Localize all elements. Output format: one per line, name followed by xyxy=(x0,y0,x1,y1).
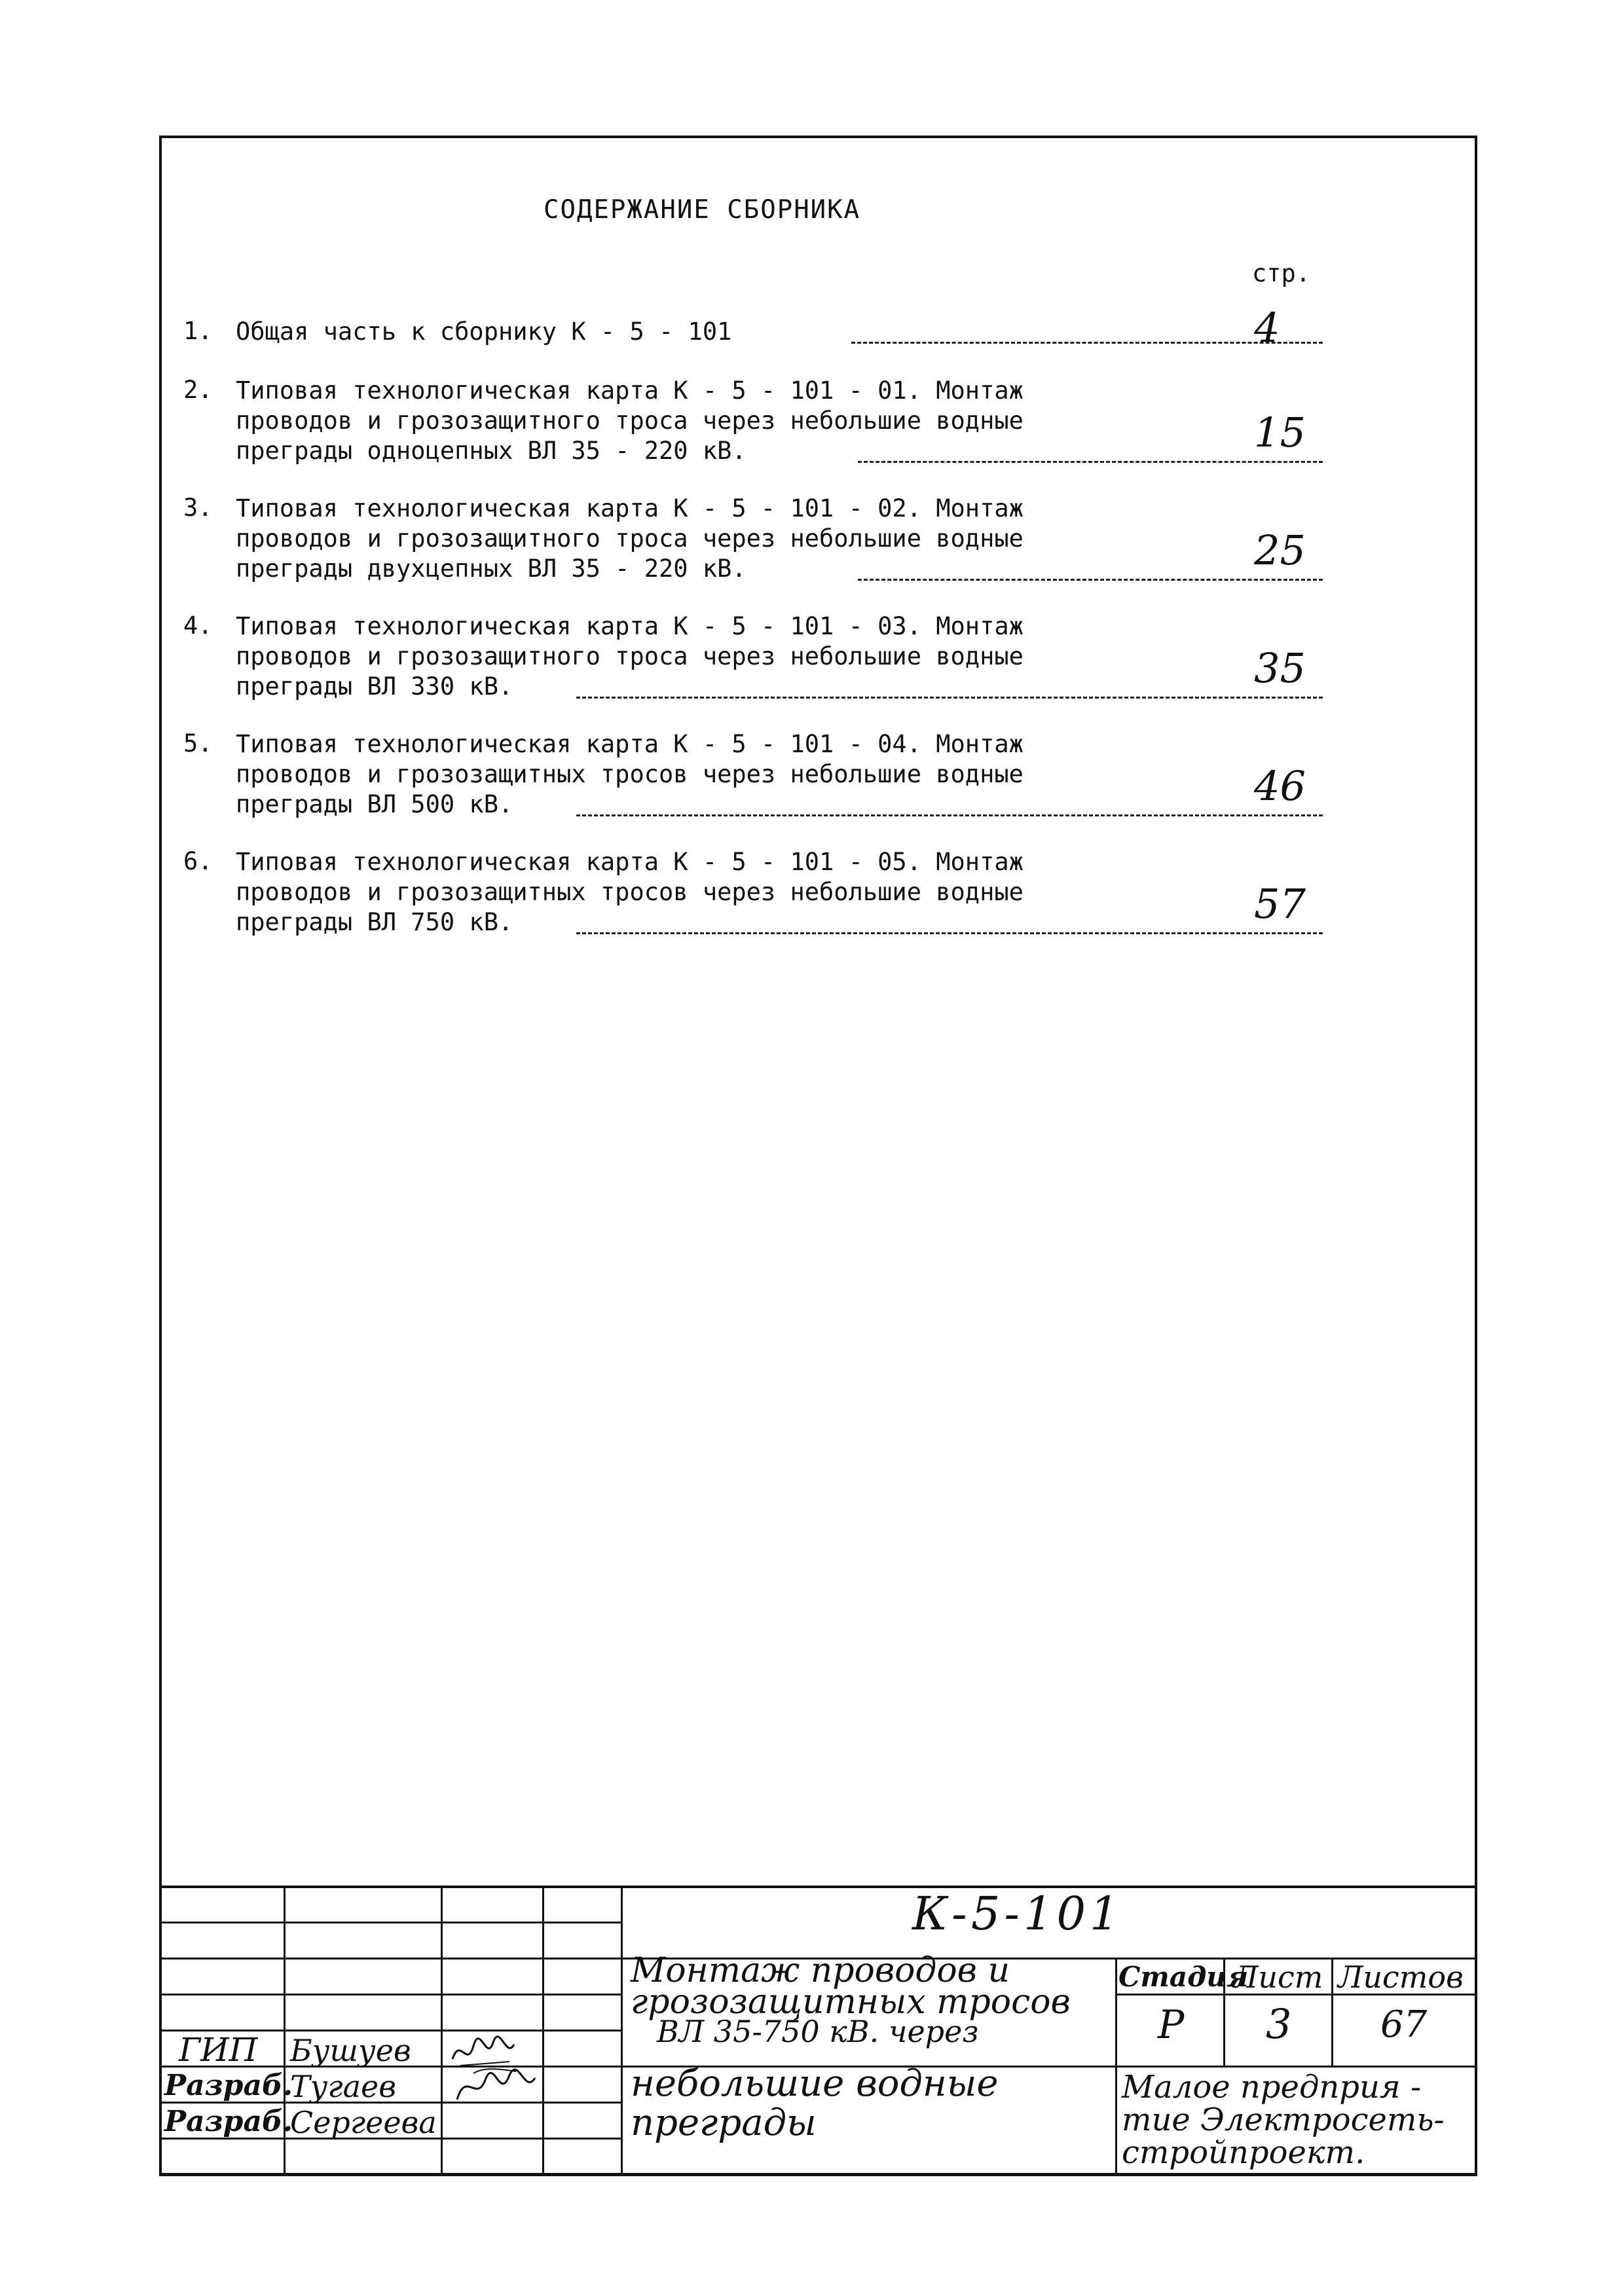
organization-line: тие Электросеть- xyxy=(1122,2102,1445,2138)
stamp-col-line xyxy=(1331,1958,1333,2066)
leader-line xyxy=(576,814,1323,816)
toc-item-page: 15 xyxy=(1254,409,1306,456)
document-title: СОДЕРЖАНИЕ СБОРНИКА xyxy=(544,195,861,225)
stamp-border xyxy=(159,1886,1477,1888)
toc-item-page: 46 xyxy=(1254,762,1306,810)
doc-title-line: преграды xyxy=(631,2102,817,2144)
signature xyxy=(454,2064,539,2109)
toc-item-page: 57 xyxy=(1254,880,1306,928)
toc-item-text: Типовая технологическая карта К - 5 - 101 - 05. Монтаж проводов и грозозащитных тросов через небольшие водные преграды ВЛ 750 кВ. xyxy=(236,848,1024,936)
doc-title-line: Монтаж проводов и xyxy=(631,1951,1010,1990)
sheet-label: Лист xyxy=(1233,1959,1323,1995)
stamp-col-line xyxy=(621,1886,623,2176)
toc-item-text: Типовая технологическая карта К - 5 - 101 - 01. Монтаж проводов и грозозащитного троса через небольшие водные преграды одноцепных ВЛ 35 - 220 кВ. xyxy=(236,376,1024,465)
leader-line xyxy=(858,579,1323,581)
stamp-row-line xyxy=(159,1994,621,1995)
document-code: К-5-101 xyxy=(912,1887,1123,1941)
sheets-value: 67 xyxy=(1380,2003,1428,2046)
person-name: Тугаев xyxy=(290,2069,397,2104)
role-label: Разраб. xyxy=(164,2069,293,2102)
toc-item xyxy=(183,847,1336,945)
stage-label: Стадия xyxy=(1118,1961,1249,1993)
leader-line xyxy=(851,342,1323,344)
sheet-value: 3 xyxy=(1266,2000,1292,2048)
toc-item-page: 25 xyxy=(1254,526,1306,574)
page-column-label: стр. xyxy=(1252,259,1311,287)
toc-item-number: 5. xyxy=(183,729,213,757)
stamp-row-line xyxy=(159,1958,621,1959)
toc-item xyxy=(183,376,1336,474)
toc-item-text: Типовая технологическая карта К - 5 - 101 - 02. Монтаж проводов и грозозащитного троса через небольшие водные преграды двухцепных ВЛ 35 - 220 кВ. xyxy=(236,494,1024,583)
toc-item-text: Общая часть к сборнику К - 5 - 101 xyxy=(236,318,732,346)
toc-item xyxy=(183,611,1336,710)
stamp-row-line xyxy=(159,1922,621,1923)
toc-item-number: 4. xyxy=(183,611,213,640)
toc-item-number: 1. xyxy=(183,317,213,345)
stage-value: Р xyxy=(1158,2002,1185,2048)
stamp-col-line xyxy=(1115,1958,1117,2176)
role-label: Разраб. xyxy=(164,2105,293,2138)
leader-line xyxy=(858,461,1323,463)
toc-item-number: 2. xyxy=(183,376,213,404)
toc-item-number: 6. xyxy=(183,847,213,875)
organization-line: Малое предприя - xyxy=(1122,2069,1422,2105)
person-name: Бушуев xyxy=(290,2033,411,2068)
doc-title-line: небольшие водные xyxy=(631,2062,999,2105)
toc-item-text: Типовая технологическая карта К - 5 - 101 - 04. Монтаж проводов и грозозащитных тросов через небольшие водные преграды ВЛ 500 кВ. xyxy=(236,730,1024,818)
person-name: Сергеева xyxy=(290,2105,437,2140)
stamp-border xyxy=(1475,1886,1477,2176)
toc-item-number: 3. xyxy=(183,494,213,522)
doc-title-line: грозозащитных тросов xyxy=(631,1982,1071,2022)
toc-item xyxy=(183,729,1336,828)
toc-item xyxy=(183,494,1336,592)
role-label: ГИП xyxy=(179,2031,258,2069)
title-block xyxy=(159,1886,1477,2176)
doc-title-line: ВЛ 35-750 кВ. через xyxy=(657,2014,979,2049)
organization-line: стройпроект. xyxy=(1122,2134,1365,2171)
toc-item-text: Типовая технологическая карта К - 5 - 101 - 03. Монтаж проводов и грозозащитного троса через небольшие водные преграды ВЛ 330 кВ. xyxy=(236,612,1024,701)
toc-item-page: 35 xyxy=(1254,644,1306,692)
sheets-label: Листов xyxy=(1338,1959,1464,1995)
leader-line xyxy=(576,697,1323,699)
leader-line xyxy=(576,932,1323,934)
stamp-col-line xyxy=(542,1886,544,2176)
stamp-col-line xyxy=(441,1886,443,2176)
toc-item-page: 4 xyxy=(1254,304,1280,352)
toc-item xyxy=(183,304,1336,369)
stamp-border xyxy=(159,2174,1477,2176)
